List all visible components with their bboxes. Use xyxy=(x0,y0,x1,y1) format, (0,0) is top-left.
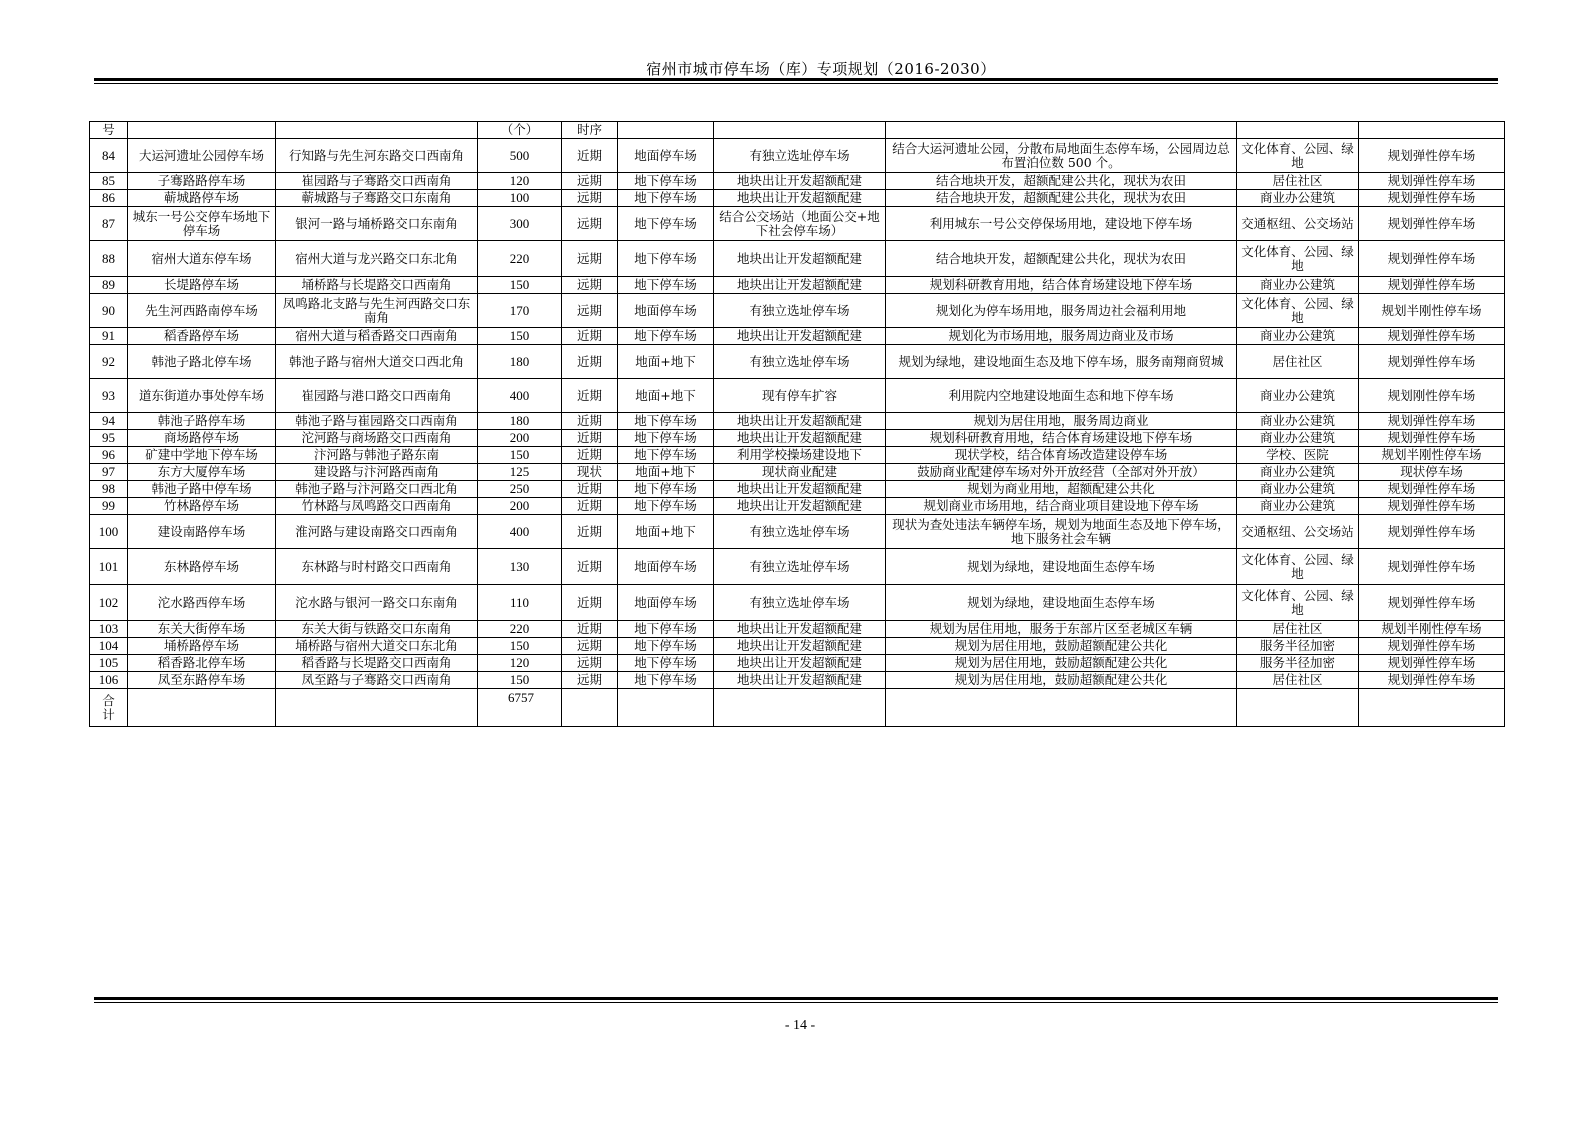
location: 竹林路与凤鸣路交口西南角 xyxy=(276,498,478,515)
phase: 远期 xyxy=(562,655,618,672)
table-row xyxy=(90,481,1505,498)
remarks: 规划为居住用地，服务于东部片区至老城区车辆 xyxy=(886,621,1237,638)
location: 东林路与时村路交口西南角 xyxy=(276,549,478,585)
capacity: 100 xyxy=(478,190,562,207)
table-row xyxy=(90,464,1505,481)
phase: 远期 xyxy=(562,173,618,190)
row-number: 99 xyxy=(90,498,128,515)
parking-type: 地下停车场 xyxy=(618,655,714,672)
header-cell xyxy=(886,122,1237,139)
remarks: 规划科研教育用地，结合体育场建设地下停车场 xyxy=(886,277,1237,294)
parking-type: 地面停车场 xyxy=(618,549,714,585)
location: 东关大街与铁路交口东南角 xyxy=(276,621,478,638)
parking-name: 道东街道办事处停车场 xyxy=(128,379,276,413)
parking-name: 竹林路停车场 xyxy=(128,498,276,515)
parking-type: 地下停车场 xyxy=(618,173,714,190)
remarks: 结合地块开发，超额配建公共化，现状为农田 xyxy=(886,241,1237,277)
row-number: 94 xyxy=(90,413,128,430)
location: 埇桥路与长堤路交口西南角 xyxy=(276,277,478,294)
remarks: 规划为绿地，建设地面生态及地下停车场，服务南翔商贸城 xyxy=(886,345,1237,379)
parking-name: 稻香路停车场 xyxy=(128,328,276,345)
table-row xyxy=(90,173,1505,190)
table-row xyxy=(90,549,1505,585)
land-use-type: 居住社区 xyxy=(1237,621,1359,638)
table-body xyxy=(90,122,1505,727)
table-row xyxy=(90,328,1505,345)
parking-name: 沱水路西停车场 xyxy=(128,585,276,621)
row-number: 88 xyxy=(90,241,128,277)
location: 凤鸣路北支路与先生河西路交口东南角 xyxy=(276,294,478,328)
phase: 现状 xyxy=(562,464,618,481)
parking-name: 凤至东路停车场 xyxy=(128,672,276,689)
phase: 近期 xyxy=(562,447,618,464)
header-cell: （个） xyxy=(478,122,562,139)
construction-mode: 有独立选址停车场 xyxy=(714,585,886,621)
capacity: 400 xyxy=(478,515,562,549)
page-number: - 14 - xyxy=(784,1018,816,1033)
phase: 近期 xyxy=(562,585,618,621)
planning-category: 规划弹性停车场 xyxy=(1359,672,1505,689)
table-row xyxy=(90,585,1505,621)
construction-mode: 有独立选址停车场 xyxy=(714,549,886,585)
header-cell: 时序 xyxy=(562,122,618,139)
phase: 远期 xyxy=(562,241,618,277)
construction-mode: 地块出让开发超额配建 xyxy=(714,190,886,207)
location: 淮河路与建设南路交口西南角 xyxy=(276,515,478,549)
land-use-type: 商业办公建筑 xyxy=(1237,379,1359,413)
total-empty-cell xyxy=(1237,689,1359,727)
parking-name: 矿建中学地下停车场 xyxy=(128,447,276,464)
row-number: 100 xyxy=(90,515,128,549)
remarks: 规划为居住用地，鼓励超额配建公共化 xyxy=(886,672,1237,689)
construction-mode: 有独立选址停车场 xyxy=(714,139,886,173)
parking-name: 韩池子路北停车场 xyxy=(128,345,276,379)
capacity: 200 xyxy=(478,430,562,447)
capacity: 150 xyxy=(478,277,562,294)
land-use-type: 商业办公建筑 xyxy=(1237,413,1359,430)
remarks: 规划商业市场用地，结合商业项目建设地下停车场 xyxy=(886,498,1237,515)
table-row xyxy=(90,413,1505,430)
parking-type: 地下停车场 xyxy=(618,672,714,689)
remarks: 规划为居住用地，鼓励超额配建公共化 xyxy=(886,638,1237,655)
header-rule-thick xyxy=(94,78,1498,81)
capacity: 110 xyxy=(478,585,562,621)
land-use-type: 商业办公建筑 xyxy=(1237,481,1359,498)
construction-mode: 现状商业配建 xyxy=(714,464,886,481)
phase: 近期 xyxy=(562,549,618,585)
planning-category: 规划弹性停车场 xyxy=(1359,638,1505,655)
total-empty-cell xyxy=(128,689,276,727)
capacity: 300 xyxy=(478,207,562,241)
land-use-type: 交通枢纽、公交场站 xyxy=(1237,515,1359,549)
parking-type: 地下停车场 xyxy=(618,190,714,207)
total-empty-cell xyxy=(276,689,478,727)
remarks: 规划为绿地，建设地面生态停车场 xyxy=(886,585,1237,621)
land-use-type: 商业办公建筑 xyxy=(1237,277,1359,294)
construction-mode: 有独立选址停车场 xyxy=(714,294,886,328)
planning-category: 规划弹性停车场 xyxy=(1359,498,1505,515)
land-use-type: 商业办公建筑 xyxy=(1237,430,1359,447)
parking-name: 大运河遗址公园停车场 xyxy=(128,139,276,173)
capacity: 250 xyxy=(478,481,562,498)
phase: 远期 xyxy=(562,294,618,328)
parking-type: 地下停车场 xyxy=(618,638,714,655)
construction-mode: 地块出让开发超额配建 xyxy=(714,173,886,190)
construction-mode: 地块出让开发超额配建 xyxy=(714,655,886,672)
remarks: 规划化为市场用地，服务周边商业及市场 xyxy=(886,328,1237,345)
row-number: 90 xyxy=(90,294,128,328)
total-empty-cell xyxy=(562,689,618,727)
planning-category: 规划弹性停车场 xyxy=(1359,413,1505,430)
location: 宿州大道与稻香路交口西南角 xyxy=(276,328,478,345)
location: 埇桥路与宿州大道交口东北角 xyxy=(276,638,478,655)
construction-mode: 地块出让开发超额配建 xyxy=(714,413,886,430)
parking-name: 韩池子路停车场 xyxy=(128,413,276,430)
construction-mode: 现有停车扩容 xyxy=(714,379,886,413)
construction-mode: 地块出让开发超额配建 xyxy=(714,241,886,277)
parking-name: 稻香路北停车场 xyxy=(128,655,276,672)
parking-name: 东关大街停车场 xyxy=(128,621,276,638)
total-label: 合计 xyxy=(90,689,128,727)
header-cell xyxy=(1237,122,1359,139)
construction-mode: 地块出让开发超额配建 xyxy=(714,638,886,655)
row-number: 102 xyxy=(90,585,128,621)
planning-category: 规划弹性停车场 xyxy=(1359,481,1505,498)
planning-category: 规划弹性停车场 xyxy=(1359,328,1505,345)
land-use-type: 居住社区 xyxy=(1237,173,1359,190)
capacity: 180 xyxy=(478,413,562,430)
planning-category: 规划弹性停车场 xyxy=(1359,655,1505,672)
capacity: 130 xyxy=(478,549,562,585)
phase: 近期 xyxy=(562,139,618,173)
table-row xyxy=(90,430,1505,447)
land-use-type: 商业办公建筑 xyxy=(1237,328,1359,345)
planning-category: 现状停车场 xyxy=(1359,464,1505,481)
remarks: 现状学校，结合体育场改造建设停车场 xyxy=(886,447,1237,464)
parking-type: 地面+地下 xyxy=(618,379,714,413)
remarks: 鼓励商业配建停车场对外开放经营（全部对外开放） xyxy=(886,464,1237,481)
header-cell xyxy=(128,122,276,139)
location: 蕲城路与子骞路交口东南角 xyxy=(276,190,478,207)
capacity: 170 xyxy=(478,294,562,328)
remarks: 结合地块开发，超额配建公共化，现状为农田 xyxy=(886,190,1237,207)
row-number: 93 xyxy=(90,379,128,413)
parking-name: 先生河西路南停车场 xyxy=(128,294,276,328)
land-use-type: 文化体育、公园、绿地 xyxy=(1237,549,1359,585)
phase: 远期 xyxy=(562,672,618,689)
total-row xyxy=(90,689,1505,727)
location: 崔园路与港口路交口西南角 xyxy=(276,379,478,413)
phase: 远期 xyxy=(562,277,618,294)
remarks: 规划为商业用地，超额配建公共化 xyxy=(886,481,1237,498)
land-use-type: 居住社区 xyxy=(1237,345,1359,379)
capacity: 125 xyxy=(478,464,562,481)
construction-mode: 地块出让开发超额配建 xyxy=(714,328,886,345)
parking-type: 地面+地下 xyxy=(618,345,714,379)
land-use-type: 文化体育、公园、绿地 xyxy=(1237,139,1359,173)
location: 稻香路与长堤路交口西南角 xyxy=(276,655,478,672)
construction-mode: 地块出让开发超额配建 xyxy=(714,430,886,447)
row-number: 104 xyxy=(90,638,128,655)
table-row xyxy=(90,139,1505,173)
row-number: 96 xyxy=(90,447,128,464)
remarks: 规划为居住用地，鼓励超额配建公共化 xyxy=(886,655,1237,672)
table-row xyxy=(90,498,1505,515)
land-use-type: 居住社区 xyxy=(1237,672,1359,689)
capacity: 180 xyxy=(478,345,562,379)
parking-type: 地下停车场 xyxy=(618,481,714,498)
land-use-type: 服务半径加密 xyxy=(1237,638,1359,655)
table-row xyxy=(90,672,1505,689)
header-cell xyxy=(618,122,714,139)
row-number: 89 xyxy=(90,277,128,294)
parking-type: 地下停车场 xyxy=(618,207,714,241)
planning-category: 规划弹性停车场 xyxy=(1359,345,1505,379)
parking-name: 韩池子路中停车场 xyxy=(128,481,276,498)
parking-name: 东林路停车场 xyxy=(128,549,276,585)
row-number: 87 xyxy=(90,207,128,241)
parking-name: 埇桥路停车场 xyxy=(128,638,276,655)
parking-type: 地面停车场 xyxy=(618,294,714,328)
phase: 近期 xyxy=(562,481,618,498)
planning-category: 规划半刚性停车场 xyxy=(1359,447,1505,464)
footer-rule-thick xyxy=(94,997,1498,1000)
row-number: 91 xyxy=(90,328,128,345)
parking-type: 地面停车场 xyxy=(618,139,714,173)
parking-type: 地面+地下 xyxy=(618,515,714,549)
land-use-type: 学校、医院 xyxy=(1237,447,1359,464)
row-number: 92 xyxy=(90,345,128,379)
construction-mode: 有独立选址停车场 xyxy=(714,345,886,379)
location: 银河一路与埇桥路交口东南角 xyxy=(276,207,478,241)
land-use-type: 文化体育、公园、绿地 xyxy=(1237,241,1359,277)
header-cell xyxy=(1359,122,1505,139)
header-rule-thin xyxy=(94,83,1498,84)
land-use-type: 商业办公建筑 xyxy=(1237,190,1359,207)
row-number: 86 xyxy=(90,190,128,207)
capacity: 200 xyxy=(478,498,562,515)
planning-category: 规划半刚性停车场 xyxy=(1359,621,1505,638)
parking-type: 地下停车场 xyxy=(618,621,714,638)
phase: 近期 xyxy=(562,345,618,379)
location: 行知路与先生河东路交口西南角 xyxy=(276,139,478,173)
row-number: 106 xyxy=(90,672,128,689)
parking-name: 长堤路停车场 xyxy=(128,277,276,294)
capacity: 500 xyxy=(478,139,562,173)
location: 建设路与汴河路西南角 xyxy=(276,464,478,481)
construction-mode: 地块出让开发超额配建 xyxy=(714,672,886,689)
land-use-type: 文化体育、公园、绿地 xyxy=(1237,585,1359,621)
parking-plan-table xyxy=(89,121,1505,727)
parking-name: 宿州大道东停车场 xyxy=(128,241,276,277)
land-use-type: 交通枢纽、公交场站 xyxy=(1237,207,1359,241)
parking-name: 蕲城路停车场 xyxy=(128,190,276,207)
phase: 近期 xyxy=(562,498,618,515)
table-row xyxy=(90,277,1505,294)
planning-category: 规划刚性停车场 xyxy=(1359,379,1505,413)
capacity: 400 xyxy=(478,379,562,413)
location: 韩池子路与宿州大道交口西北角 xyxy=(276,345,478,379)
phase: 近期 xyxy=(562,430,618,447)
remarks: 规划为绿地，建设地面生态停车场 xyxy=(886,549,1237,585)
parking-type: 地面+地下 xyxy=(618,464,714,481)
parking-name: 建设南路停车场 xyxy=(128,515,276,549)
parking-type: 地下停车场 xyxy=(618,241,714,277)
planning-category: 规划弹性停车场 xyxy=(1359,173,1505,190)
table-row xyxy=(90,621,1505,638)
table-row xyxy=(90,345,1505,379)
table-header-row xyxy=(90,122,1505,139)
construction-mode: 地块出让开发超额配建 xyxy=(714,277,886,294)
capacity: 120 xyxy=(478,173,562,190)
table-row xyxy=(90,515,1505,549)
phase: 近期 xyxy=(562,621,618,638)
construction-mode: 地块出让开发超额配建 xyxy=(714,498,886,515)
row-number: 84 xyxy=(90,139,128,173)
parking-type: 地下停车场 xyxy=(618,447,714,464)
parking-type: 地下停车场 xyxy=(618,430,714,447)
phase: 近期 xyxy=(562,379,618,413)
parking-type: 地下停车场 xyxy=(618,498,714,515)
location: 宿州大道与龙兴路交口东北角 xyxy=(276,241,478,277)
remarks: 现状为查处违法车辆停车场，规划为地面生态及地下停车场，地下服务社会车辆 xyxy=(886,515,1237,549)
remarks: 结合地块开发，超额配建公共化，现状为农田 xyxy=(886,173,1237,190)
location: 韩池子路与崔园路交口西南角 xyxy=(276,413,478,430)
table-row xyxy=(90,294,1505,328)
capacity: 150 xyxy=(478,328,562,345)
table-row xyxy=(90,207,1505,241)
table-row xyxy=(90,655,1505,672)
parking-name: 商场路停车场 xyxy=(128,430,276,447)
row-number: 97 xyxy=(90,464,128,481)
row-number: 103 xyxy=(90,621,128,638)
construction-mode: 有独立选址停车场 xyxy=(714,515,886,549)
location: 汴河路与韩池子路东南 xyxy=(276,447,478,464)
remarks: 利用城东一号公交停保场用地，建设地下停车场 xyxy=(886,207,1237,241)
parking-type: 地面停车场 xyxy=(618,585,714,621)
planning-category: 规划弹性停车场 xyxy=(1359,549,1505,585)
phase: 近期 xyxy=(562,413,618,430)
planning-category: 规划弹性停车场 xyxy=(1359,190,1505,207)
land-use-type: 商业办公建筑 xyxy=(1237,464,1359,481)
capacity: 150 xyxy=(478,638,562,655)
construction-mode: 地块出让开发超额配建 xyxy=(714,481,886,498)
row-number: 105 xyxy=(90,655,128,672)
row-number: 95 xyxy=(90,430,128,447)
phase: 远期 xyxy=(562,207,618,241)
capacity: 150 xyxy=(478,447,562,464)
construction-mode: 地块出让开发超额配建 xyxy=(714,621,886,638)
parking-type: 地下停车场 xyxy=(618,413,714,430)
phase: 近期 xyxy=(562,515,618,549)
location: 韩池子路与汴河路交口西北角 xyxy=(276,481,478,498)
planning-category: 规划弹性停车场 xyxy=(1359,515,1505,549)
table-row xyxy=(90,447,1505,464)
capacity: 220 xyxy=(478,241,562,277)
location: 崔园路与子骞路交口西南角 xyxy=(276,173,478,190)
footer-rule-thin xyxy=(94,1002,1498,1003)
land-use-type: 商业办公建筑 xyxy=(1237,498,1359,515)
planning-category: 规划弹性停车场 xyxy=(1359,430,1505,447)
row-number: 85 xyxy=(90,173,128,190)
table-row xyxy=(90,190,1505,207)
row-number: 98 xyxy=(90,481,128,498)
land-use-type: 文化体育、公园、绿地 xyxy=(1237,294,1359,328)
capacity: 220 xyxy=(478,621,562,638)
construction-mode: 利用学校操场建设地下 xyxy=(714,447,886,464)
table-row xyxy=(90,638,1505,655)
remarks: 结合大运河遗址公园，分散布局地面生态停车场，公园周边总布置泊位数 500 个。 xyxy=(886,139,1237,173)
remarks: 规划化为停车场用地，服务周边社会福利用地 xyxy=(886,294,1237,328)
planning-category: 规划半刚性停车场 xyxy=(1359,294,1505,328)
planning-category: 规划弹性停车场 xyxy=(1359,277,1505,294)
location: 沱河路与商场路交口西南角 xyxy=(276,430,478,447)
capacity: 150 xyxy=(478,672,562,689)
header-title: 宿州市城市停车场（库）专项规划（2016-2030） xyxy=(646,60,996,78)
parking-type: 地下停车场 xyxy=(618,328,714,345)
total-capacity: 6757 xyxy=(478,689,562,727)
remarks: 规划科研教育用地，结合体育场建设地下停车场 xyxy=(886,430,1237,447)
total-empty-cell xyxy=(618,689,714,727)
phase: 近期 xyxy=(562,328,618,345)
parking-name: 子骞路路停车场 xyxy=(128,173,276,190)
land-use-type: 服务半径加密 xyxy=(1237,655,1359,672)
location: 凤至路与子骞路交口西南角 xyxy=(276,672,478,689)
table-row xyxy=(90,379,1505,413)
planning-category: 规划弹性停车场 xyxy=(1359,241,1505,277)
header-cell xyxy=(276,122,478,139)
header-cell xyxy=(714,122,886,139)
remarks: 规划为居住用地，服务周边商业 xyxy=(886,413,1237,430)
parking-name: 东方大厦停车场 xyxy=(128,464,276,481)
planning-category: 规划弹性停车场 xyxy=(1359,585,1505,621)
row-number: 101 xyxy=(90,549,128,585)
total-empty-cell xyxy=(886,689,1237,727)
header-cell: 号 xyxy=(90,122,128,139)
capacity: 120 xyxy=(478,655,562,672)
planning-category: 规划弹性停车场 xyxy=(1359,139,1505,173)
planning-category: 规划弹性停车场 xyxy=(1359,207,1505,241)
location: 沱水路与银河一路交口东南角 xyxy=(276,585,478,621)
phase: 远期 xyxy=(562,190,618,207)
construction-mode: 结合公交场站（地面公交+地下社会停车场） xyxy=(714,207,886,241)
remarks: 利用院内空地建设地面生态和地下停车场 xyxy=(886,379,1237,413)
phase: 远期 xyxy=(562,638,618,655)
table-row xyxy=(90,241,1505,277)
total-empty-cell xyxy=(714,689,886,727)
parking-name: 城东一号公交停车场地下停车场 xyxy=(128,207,276,241)
parking-type: 地下停车场 xyxy=(618,277,714,294)
total-empty-cell xyxy=(1359,689,1505,727)
